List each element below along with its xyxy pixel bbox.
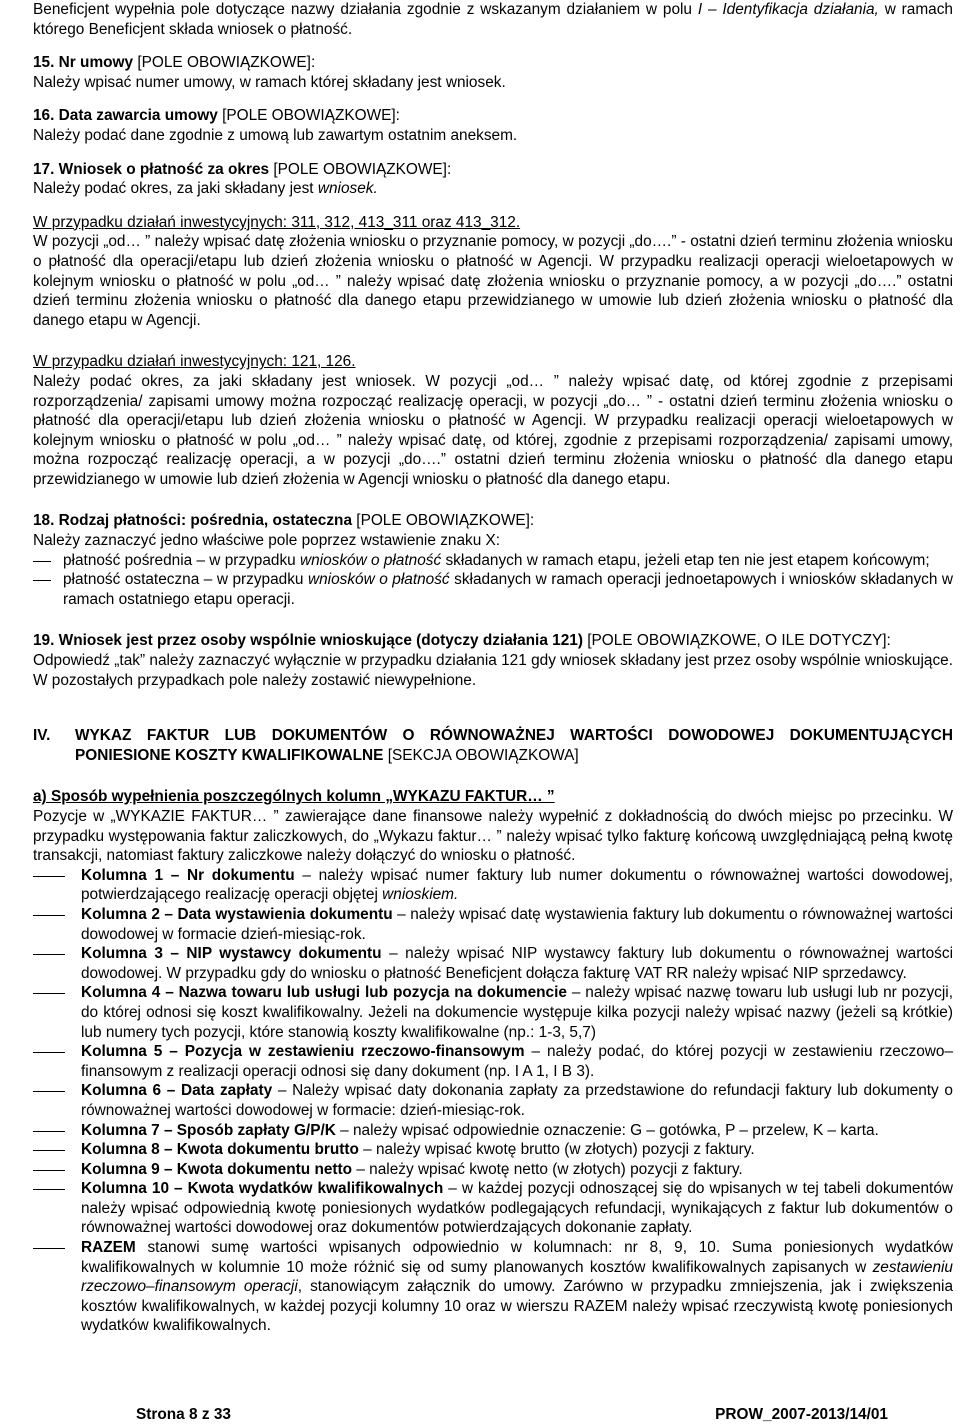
section-15-heading: 15. Nr umowy [POLE OBOWIĄZKOWE]: [33,54,316,72]
section-19-body: Odpowiedź „tak” należy zaznaczyć wyłącznie w przypadku działania 121 gdy wniosek składany jest przez osoby wspólnie wnioskujące. W pozostałych przypadkach pole należy zostawić niewypełnione. [33,652,953,689]
column-item: Kolumna 5 – Pozycja w zestawieniu rzeczowo-finansowym – należy podać, do której pozycji w zestawieniu rzeczowo–finansowym z realizacji operacji odnosi się dany dokument (np. I A 1, I B 3). [33,1042,953,1081]
subsection-a-title: a) Sposób wypełnienia poszczególnych kolumn „WYKAZU FAKTUR… ” [33,788,555,806]
razem-item: RAZEM stanowi sumę wartości wpisanych odpowiednio w kolumnach: nr 8, 9, 10. Suma poniesionych wydatków kwalifikowalnych w kolumnie 10 może różnić się od sumy planowanych kosztów kwalifikowalnych zapisanych w zestawieniu rzeczowo–finansowym operacji, stanowiącym załącznik do umowy. Zarówno w przypadku zmniejszenia, jak i zwiększenia kosztów kwalifikowalnych, w każdej pozycji kolumny 10 oraz w wierszu RAZEM należy wpisać rzeczywistą kwotę poniesionych wydatków kwalifikowalnych. [33,1238,953,1336]
column-item: Kolumna 7 – Sposób zapłaty G/P/K – należy wpisać odpowiednie oznaczenie: G – gotówka, P – przelew, K – karta. [33,1121,953,1141]
section-16-heading: 16. Data zawarcia umowy [POLE OBOWIĄZKOWE]: [33,107,400,125]
document-page [33,0,953,1336]
column-item: Kolumna 4 – Nazwa towaru lub usługi lub pozycja na dokumencie – należy wpisać nazwę towaru lub usługi lub nr pozycji, do której odnosi się koszt kwalifikowalny. Jeżeli na dokumencie występuje kilka pozycji należy wpisać nazwy (jeżeli są krótkie) lub numery tych pozycji, które stanowią koszty kwalifikowalne (np.: 1-3, 5,7) [33,983,953,1042]
section-16-body: Należy podać dane zgodnie z umową lub zawartym ostatnim aneksem. [33,126,518,144]
section-17-heading: 17. Wniosek o płatność za okres [POLE OBOWIĄZKOWE]: [33,160,452,178]
column-item: Kolumna 8 – Kwota dokumentu brutto – należy wpisać kwotę brutto (w złotych) pozycji z faktury. [33,1140,953,1160]
section-iv-heading [33,726,953,765]
section-iv-tag: [SEKCJA OBOWIĄZKOWA] [387,746,579,764]
payment-type-list [33,551,953,610]
column-item: Kolumna 9 – Kwota dokumentu netto – należy wpisać kwotę netto (w złotych) pozycji z faktury. [33,1160,953,1180]
investment-311-title: W przypadku działań inwestycyjnych: 311, 312, 413_311 oraz 413_312. [33,213,521,231]
subsection-a-text: Pozycje w „WYKAZIE FAKTUR… ” zawierające dane finansowe należy wypełnić z dokładnością do dwóch miejsc po przecinku. W przypadku występowania faktur zaliczkowych, do „Wykazu faktur… ” należy wpisać tylko fakturę końcową uwzględniającą pełną kwotę transakcji, natomiast faktury zaliczkowe należy dołączyć do wniosku o płatność. [33,808,953,865]
column-item: Kolumna 1 – Nr dokumentu – należy wpisać numer faktury lub numer dokumentu o równoważnej wartości dowodowej, potwierdzającego realizację operacji objętej wnioskiem. [33,866,953,905]
section-18-heading: 18. Rodzaj płatności: pośrednia, ostateczna [POLE OBOWIĄZKOWE]: [33,512,535,530]
list-item: płatność pośrednia – w przypadku wniosków o płatność składanych w ramach etapu, jeżeli etap ten nie jest etapem końcowym; [33,551,953,571]
columns-list [33,866,953,1336]
column-item: Kolumna 10 – Kwota wydatków kwalifikowalnych – w każdej pozycji odnoszącej się do wpisanych w tej tabeli dokumentów należy wpisać odpowiednią kwotę poniesionych wydatków podlegających refundacji, wynikających z faktur lub dokumentów o równoważnej wartości dowodowej oraz dokumentów potwierdzających dokonanie zapłaty. [33,1179,953,1238]
section-iv-number: IV. [33,727,51,745]
column-item: Kolumna 6 – Data zapłaty – Należy wpisać daty dokonania zapłaty za przedstawione do refundacji faktury lub dokumenty o równoważnej wartości dowodowej w formacie: dzień-miesiąc-rok. [33,1081,953,1120]
investment-121-title: W przypadku działań inwestycyjnych: 121, 126. [33,353,356,371]
page-number: Strona 8 z 33 [136,1406,231,1423]
investment-311-text: W pozycji „od… ” należy wpisać datę złożenia wniosku o przyznanie pomocy, w pozycji „do….” - ostatni dzień terminu złożenia wniosku o płatność dla operacji/etapu lub dzień złożenia wniosku o płatność w Agencji. W przypadku realizacji operacji wieloetapowych w kolejnym wniosku o płatność w polu „od… ” należy wpisać datę złożenia wniosku o przyznanie pomocy, a w pozycji „do….” ostatni dzień terminu złożenia wniosku o płatność dla danego etapu przewidzianego w umowie lub dzień złożenia wniosku o płatność dla danego etapu w Agencji. [33,233,953,329]
section-19-heading: 19. Wniosek jest przez osoby wspólnie wnioskujące (dotyczy działania 121) [POLE OBOWIĄZKOWE, O ILE DOTYCZY]: [33,632,891,650]
section-17-body: Należy podać okres, za jaki składany jest wniosek. [33,180,378,198]
section-18-body: Należy zaznaczyć jedno właściwe pole poprzez wstawienie znaku X: [33,532,501,550]
intro-paragraph: Beneficjent wypełnia pole dotyczące nazwy działania zgodnie z wskazanym działaniem w polu I – Identyfikacja działania, w ramach którego Beneficjent składa wniosek o płatność. [33,1,953,38]
document-code: PROW_2007-2013/14/01 [715,1406,888,1423]
section-15-body: Należy wpisać numer umowy, w ramach której składany jest wniosek. [33,73,506,91]
section-iv-title: WYKAZ FAKTUR LUB DOKUMENTÓW O RÓWNOWAŻNEJ WARTOŚCI DOWODOWEJ DOKUMENTUJĄCYCH PONIESIONE KOSZTY KWALIFIKOWALNE [75,727,953,764]
list-item: płatność ostateczna – w przypadku wniosków o płatność składanych w ramach operacji jednoetapowych i wniosków składanych w ramach ostatniego etapu operacji. [33,570,953,609]
column-item: Kolumna 3 – NIP wystawcy dokumentu – należy wpisać NIP wystawcy faktury lub dokumentu o równoważnej wartości dowodowej. W przypadku gdy do wniosku o płatność Beneficjent dołącza fakturę VAT RR należy wpisać NIP sprzedawcy. [33,944,953,983]
investment-121-text: Należy podać okres, za jaki składany jest wniosek. W pozycji „od… ” należy wpisać datę, od której zgodnie z przepisami rozporządzenia/ zapisami umowy można rozpocząć realizację operacji, w pozycji „do… ” - ostatni dzień terminu złożenia wniosku o płatność dla operacji/etapu lub dzień złożenia wniosku o płatność w Agencji. W przypadku realizacji operacji wieloetapowych w kolejnym wniosku o płatność w polu „od… ” należy wpisać datę, od której, zgodnie z przepisami rozporządzenia/ zapisami umowy, można rozpocząć realizację operacji, a w pozycji „do….” ostatni dzień terminu złożenia wniosku o płatność dla danego etapu przewidzianego w umowie lub dzień złożenia w Agencji wniosku o płatność dla danego etapu. [33,372,953,488]
column-item: Kolumna 2 – Data wystawienia dokumentu – należy wpisać datę wystawienia faktury lub dokumentu o równoważnej wartości dowodowej w formacie dzień-miesiąc-rok. [33,905,953,944]
